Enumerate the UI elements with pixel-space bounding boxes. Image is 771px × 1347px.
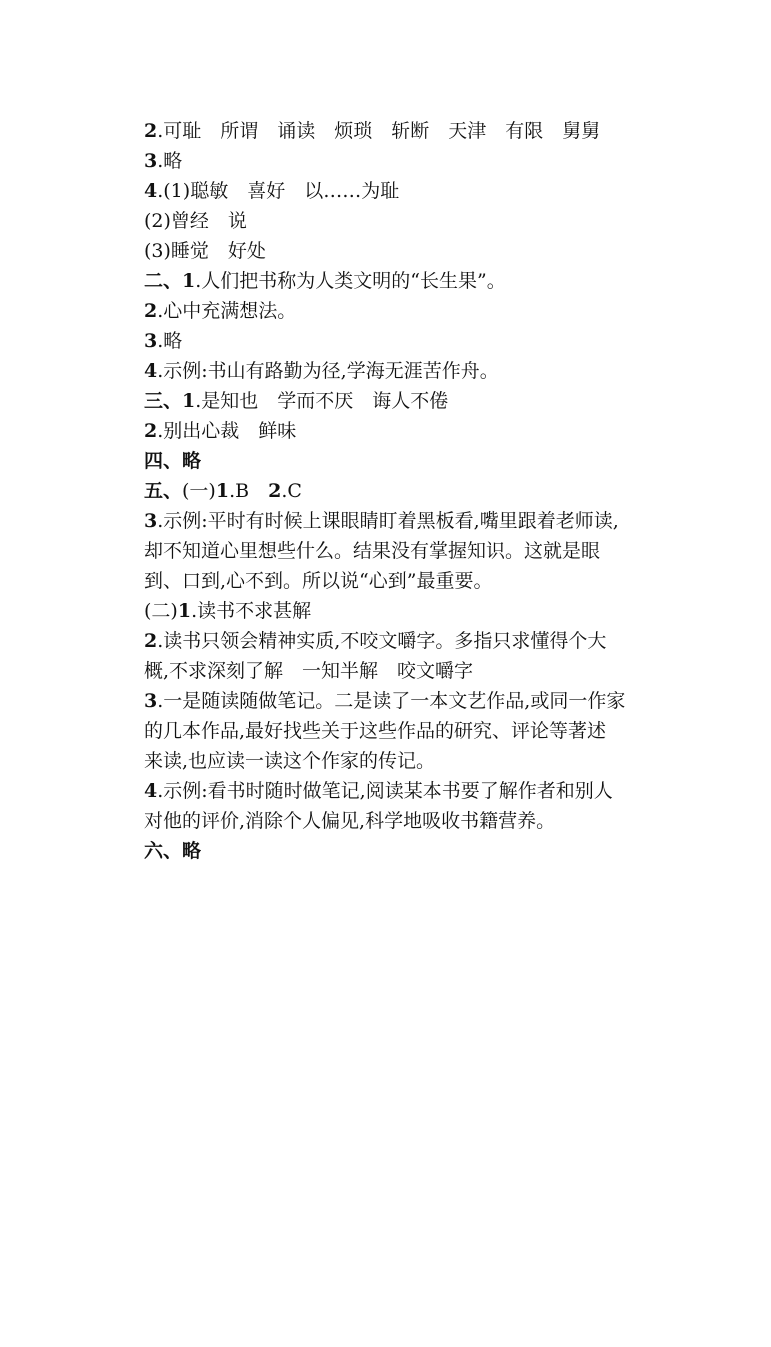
answer-text: (2)曾经 说 bbox=[144, 210, 247, 232]
answer-text: 却不知道心里想些什么。结果没有掌握知识。这就是眼 bbox=[144, 540, 601, 562]
section-heading: 六、略 bbox=[144, 840, 202, 862]
question-number: 1 bbox=[177, 600, 192, 622]
answer-text: .别出心裁 鲜味 bbox=[157, 420, 297, 442]
answer-text: (3)睡觉 好处 bbox=[144, 240, 266, 262]
answer-text: .是知也 学而不厌 诲人不倦 bbox=[195, 390, 449, 412]
answer-line-20 bbox=[144, 686, 644, 716]
answer-line-7 bbox=[144, 296, 644, 326]
question-number: 2 bbox=[268, 480, 282, 502]
answer-line-12 bbox=[144, 446, 644, 476]
answer-text: 来读,也应读一读这个作家的传记。 bbox=[144, 750, 436, 772]
question-number: 4 bbox=[144, 180, 158, 202]
answer-line-8 bbox=[144, 326, 644, 356]
answer-text: .B bbox=[229, 480, 269, 502]
answer-line-3 bbox=[144, 176, 644, 206]
answer-text: .一是随读随做笔记。二是读了一本文艺作品,或同一作家 bbox=[157, 690, 626, 712]
answer-text: .心中充满想法。 bbox=[157, 300, 297, 322]
answer-line-9 bbox=[144, 356, 644, 386]
answer-line-2 bbox=[144, 146, 644, 176]
answer-text: .(1)聪敏 喜好 以……为耻 bbox=[157, 180, 400, 202]
question-number: 2 bbox=[144, 630, 158, 652]
question-number: 4 bbox=[144, 360, 158, 382]
answer-line-23 bbox=[144, 776, 644, 806]
answer-text: .读书不求甚解 bbox=[191, 600, 312, 622]
section-heading: 四、略 bbox=[144, 450, 202, 472]
question-number: 3 bbox=[144, 150, 158, 172]
answer-line-5 bbox=[144, 236, 644, 266]
section-heading: 五、 bbox=[144, 480, 183, 502]
answer-line-18 bbox=[144, 626, 644, 656]
answer-text: .示例:书山有路勤为径,学海无涯苦作舟。 bbox=[157, 360, 499, 382]
answer-text: .略 bbox=[157, 150, 183, 172]
question-number: 3 bbox=[144, 330, 158, 352]
answer-text: .示例:看书时随时做笔记,阅读某本书要了解作者和别人 bbox=[157, 780, 613, 802]
question-number: 4 bbox=[144, 780, 158, 802]
answer-text: 到、口到,心不到。所以说“心到”最重要。 bbox=[144, 570, 493, 592]
answer-text: .可耻 所谓 诵读 烦琐 斩断 天津 有限 舅舅 bbox=[157, 120, 601, 142]
answer-line-25 bbox=[144, 836, 644, 866]
answer-text: .C bbox=[281, 480, 302, 502]
section-heading: 三、 bbox=[144, 390, 183, 412]
answer-line-22 bbox=[144, 746, 644, 776]
question-number: 2 bbox=[144, 420, 158, 442]
answer-text: 概,不求深刻了解 一知半解 咬文嚼字 bbox=[144, 660, 474, 682]
answer-line-10 bbox=[144, 386, 644, 416]
question-number: 2 bbox=[144, 300, 158, 322]
question-number: 3 bbox=[144, 510, 158, 532]
question-number: 2 bbox=[144, 120, 158, 142]
answer-text: .人们把书称为人类文明的“长生果”。 bbox=[195, 270, 506, 292]
question-number: 3 bbox=[144, 690, 158, 712]
answer-line-24 bbox=[144, 806, 644, 836]
answer-text: .读书只领会精神实质,不咬文嚼字。多指只求懂得个大 bbox=[157, 630, 607, 652]
answer-content bbox=[144, 116, 644, 866]
answer-line-13 bbox=[144, 476, 644, 506]
answer-line-15 bbox=[144, 536, 644, 566]
answer-line-1 bbox=[144, 116, 644, 146]
answer-text: .略 bbox=[157, 330, 183, 352]
answer-line-6 bbox=[144, 266, 644, 296]
question-number: 1 bbox=[215, 480, 230, 502]
answer-line-16 bbox=[144, 566, 644, 596]
question-number: 1 bbox=[182, 270, 196, 292]
answer-line-21 bbox=[144, 716, 644, 746]
answer-line-11 bbox=[144, 416, 644, 446]
answer-line-4 bbox=[144, 206, 644, 236]
part-label: (二) bbox=[144, 600, 178, 622]
answer-text: 对他的评价,消除个人偏见,科学地吸收书籍营养。 bbox=[144, 810, 556, 832]
answer-line-19 bbox=[144, 656, 644, 686]
part-label: (一) bbox=[182, 480, 216, 502]
section-heading: 二、 bbox=[144, 270, 183, 292]
answer-line-14 bbox=[144, 506, 644, 536]
answer-text: .示例:平时有时候上课眼睛盯着黑板看,嘴里跟着老师读, bbox=[157, 510, 619, 532]
answer-line-17 bbox=[144, 596, 644, 626]
answer-text: 的几本作品,最好找些关于这些作品的研究、评论等著述 bbox=[144, 720, 607, 742]
question-number: 1 bbox=[182, 390, 196, 412]
